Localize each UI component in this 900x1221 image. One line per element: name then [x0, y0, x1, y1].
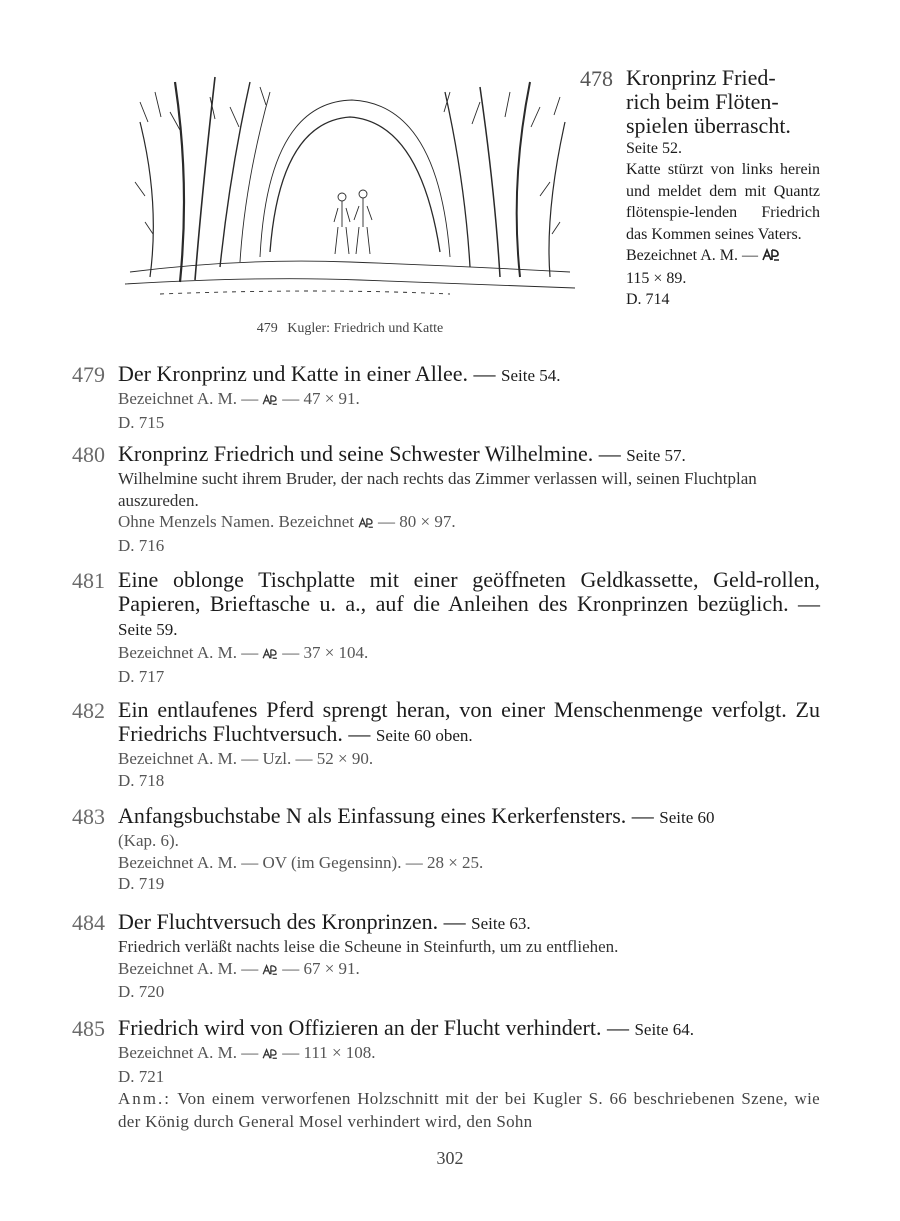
monogram-icon	[761, 247, 781, 268]
entry-description: Wilhelmine sucht ihrem Bruder, der nach rechts das Zimmer verlassen will, seinen Fluchtplan auszureden.	[118, 469, 757, 510]
entry-marked: Bezeichnet A. M. — — 67 × 91.	[118, 958, 820, 982]
monogram-icon	[261, 960, 279, 982]
entry-number: 479	[72, 362, 105, 387]
entry-title-line: Kronprinz Fried-	[626, 65, 776, 90]
catalogue-entry-481	[72, 568, 820, 687]
entry-title: Kronprinz Friedrich und seine Schwester Wilhelmine. — Seite 57.	[118, 441, 686, 466]
monogram-icon	[261, 1044, 279, 1066]
entry-marked: Bezeichnet A. M. — — 37 × 104.	[118, 642, 820, 666]
catalogue-entry-483	[72, 804, 820, 895]
entry-d-number: D. 714	[626, 291, 670, 308]
catalogue-entry-478	[580, 66, 820, 310]
entry-description: Katte stürzt von links herein und meldet dem mit Quantz flötenspie-lenden Friedrich das Kommen seines Vaters.	[626, 161, 820, 243]
entry-marked: Bezeichnet A. M. — Uzl. — 52 × 90.	[118, 749, 374, 768]
entry-title: Anfangsbuchstabe N als Einfassung eines Kerkerfensters. — Seite 60	[118, 803, 715, 828]
entry-d-number: D. 719	[118, 874, 165, 893]
monogram-icon	[261, 644, 279, 666]
entry-title: Friedrich wird von Offizieren an der Flucht verhindert. — Seite 64.	[118, 1015, 694, 1040]
entry-number: 478	[580, 66, 613, 91]
entry-d-number: D. 715	[118, 412, 165, 432]
entry-title: Eine oblonge Tischplatte mit einer geöffneten Geldkassette, Geld-rollen, Papieren, Brieftasche u. a., auf die Anleihen des Kronprinzen bezüglich. — Seite 59.	[118, 567, 820, 639]
entry-title: Der Kronprinz und Katte in einer Allee. — Seite 54.	[118, 361, 561, 386]
entry-title-line: spielen überrascht.	[626, 113, 791, 138]
entry-number: 481	[72, 568, 105, 593]
illustration-caption	[120, 321, 580, 337]
entry-d-number: D. 721	[118, 1066, 165, 1086]
monogram-icon	[357, 513, 375, 535]
entry-number: 484	[72, 910, 105, 935]
entry-description: Friedrich verläßt nachts leise die Scheune in Steinfurth, um zu entfliehen.	[118, 937, 619, 956]
entry-d-number: D. 720	[118, 982, 165, 1001]
entry-title-line: rich beim Flöten-	[626, 89, 779, 114]
entry-d-number: D. 717	[118, 666, 165, 686]
page-number: 302	[436, 1148, 464, 1168]
entry-marked: Bezeichnet A. M. — — 111 × 108.	[118, 1042, 820, 1066]
entry-marked: Ohne Menzels Namen. Bezeichnet — 80 × 97.	[118, 511, 820, 535]
entry-number: 485	[72, 1016, 105, 1041]
catalogue-entry-479	[72, 362, 820, 433]
entry-number: 482	[72, 698, 105, 723]
catalogue-entry-480	[72, 442, 820, 556]
entry-size: 115 × 89.	[626, 270, 687, 287]
catalogue-entry-485	[72, 1016, 820, 1133]
entry-marked: Bezeichnet A. M. —	[626, 245, 820, 268]
entry-d-number: D. 718	[118, 770, 165, 790]
entry-number: 483	[72, 804, 105, 829]
caption-text: Kugler: Friedrich und Katte	[287, 321, 444, 336]
entry-d-number: D. 716	[118, 535, 165, 555]
entry-title: Der Fluchtversuch des Kronprinzen. — Seite 63.	[118, 909, 531, 934]
caption-number: 479	[256, 321, 278, 336]
entry-title-tail: (Kap. 6).	[118, 831, 179, 850]
catalogue-entry-484	[72, 910, 820, 1003]
monogram-icon	[261, 390, 279, 412]
entry-marked: Bezeichnet A. M. — OV (im Gegensinn). — 28 × 25.	[118, 852, 484, 872]
entry-number: 480	[72, 442, 105, 467]
entry-marked: Bezeichnet A. M. — — 47 × 91.	[118, 388, 820, 412]
entry-seite: Seite 52.	[626, 140, 682, 157]
entry-annotation: Anm.: Von einem verworfenen Holzschnitt mit der bei Kugler S. 66 beschriebenen Szene, wie der König durch General Mosel verhindert wird, den Sohn	[118, 1089, 821, 1131]
entry-title: Ein entlaufenes Pferd sprengt heran, von einer Menschenmenge verfolgt. Zu Friedrichs Fluchtversuch. — Seite 60 oben.	[118, 697, 820, 746]
engraving-illustration	[120, 62, 580, 310]
catalogue-entry-482	[72, 698, 820, 791]
